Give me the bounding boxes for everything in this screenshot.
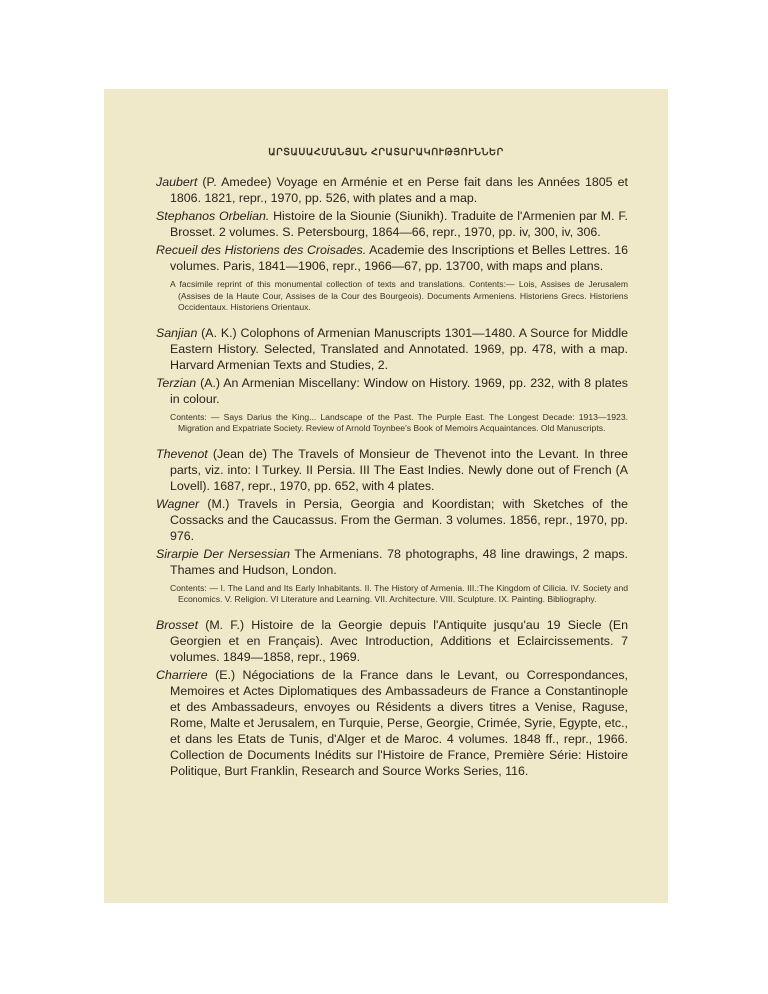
entry-author: Terzian (156, 375, 197, 390)
bibliography-entry (156, 325, 628, 373)
entry-author: Jaubert (156, 175, 198, 189)
entry-author: Thevenot (156, 446, 208, 461)
entry-author: Sirarpie Der Nersessian (156, 546, 290, 561)
bibliography-entry (156, 496, 628, 544)
bibliography-entry (156, 446, 628, 494)
entry-text: (A. K.) Colophons of Armenian Manuscripts 1301—1480. A Source for Middle Eastern History. Selected, Translated and Annotated. 1969, pp. 478, with a map. Harvard Armenian Texts and Studies, 2. (170, 325, 628, 372)
entry-text: (E.) Négociations de la France dans le Levant, ou Correspondances, Memoires et Actes Diplomatiques des Ambassadeurs de France a Constantinople et des Ambassadeurs, envoyes ou Résidents a divers titres a Venise, Raguse, Rome, Malte et Jerusalem, en Turquie, Perse, Georgie, Crimée, Syrie, Egypte, etc., et dans les Etats de Tunis, d'Alger et de Maroc. 4 volumes. 1848 ff., repr., 1966. Collection de Documents Inédits sur l'Histoire de France, Première Série: Histoire Politique, Burt Franklin, Research and Source Works Series, 116. (170, 667, 628, 778)
bibliography-entry (156, 208, 628, 240)
entry-text: (M. F.) Histoire de la Georgie depuis l'Antiquite jusqu'au 19 Siecle (En Georgien et en Français). Avec Introduction, Additions et Eclaircissements. 7 volumes. 1849—1858, repr., 1969. (170, 617, 628, 664)
entry-author: Sanjian (156, 325, 198, 340)
entry-text: (A.) An Armenian Miscellany: Window on History. 1969, pp. 232, with 8 plates in colour. (170, 375, 628, 406)
entry-contents-note: Contents: — Says Darius the King... Landscape of the Past. The Purple East. The Longest Decade: 1913—1923. Migration and Expatriate Society. Review of Arnold Toynbee's Book of Memoirs Acquaintances. Old Manuscripts. (170, 411, 628, 433)
bibliography-list (156, 174, 628, 781)
entry-contents-note: Contents: — I. The Land and Its Early Inhabitants. II. The History of Armenia. III.:The Kingdom of Cilicia. IV. Society and Economics. V. Religion. VI Literature and Learning. VII. Architecture. VIII. Sculpture. IX. Painting. Bibliography. (170, 582, 628, 604)
bibliography-entry (156, 617, 628, 665)
bibliography-entry (156, 667, 628, 779)
entry-author: Brosset (156, 617, 199, 632)
bibliography-entry (156, 174, 628, 206)
entry-text: The Armenians. 78 photographs, 48 line drawings, 2 maps. Thames and Hudson, London. (170, 546, 628, 577)
entry-text: (P. Amedee) Voyage en Arménie et en Perse fait dans les Années 1805 et 1806. 1821, repr., 1970, pp. 526, with plates and a map. (170, 175, 628, 205)
entry-contents-note: A facsimile reprint of this monumental collection of texts and translations. Contents:— Lois, Assises de Jerusalem (Assises de la Haute Cour, Assises de la Cour des Bourgeois). Documents Armeniens. Historiens Grecs. Historiens Occidentaux. Historiens Orientaux. (170, 279, 628, 312)
entry-text: (M.) Travels in Persia, Georgia and Koordistan; with Sketches of the Cossacks and the Caucassus. From the German. 3 volumes. 1856, repr., 1970, pp. 976. (170, 496, 628, 543)
entry-text: (Jean de) The Travels of Monsieur de Thevenot into the Levant. In three parts, viz. into: I Turkey. II Persia. III The East Indies. Newly done out of French (A Lovell). 1687, repr., 1970, pp. 652, with 4 plates. (170, 446, 628, 493)
bibliography-entry (156, 546, 628, 578)
page-heading: ԱՐՏԱՍԱՀՄԱՆՅԱՆ ՀՐԱՏԱՐԱԿՈՒԹՅՈՒՆՆԵՐ (268, 147, 504, 158)
entry-author: Charriere (156, 667, 208, 682)
entry-author: Stephanos Orbelian. (156, 209, 270, 223)
bibliography-entry (156, 375, 628, 407)
entry-text: Academie des Inscriptions et Belles Lettres. 16 volumes. Paris, 1841—1906, repr., 1966—67, pp. 13700, with maps and plans. (170, 243, 629, 273)
entry-author: Wagner (156, 496, 200, 511)
entry-text: Histoire de la Siounie (Siunikh). Traduite de l'Armenien par M. F. Brosset. 2 volumes. S. Petersbourg, 1864—66, repr., 1970, pp. iv, 300, iv, 306. (170, 209, 628, 239)
bibliography-entry (156, 242, 628, 274)
entry-author: Recueil des Historiens des Croisades. (156, 243, 367, 257)
book-page (104, 89, 668, 903)
